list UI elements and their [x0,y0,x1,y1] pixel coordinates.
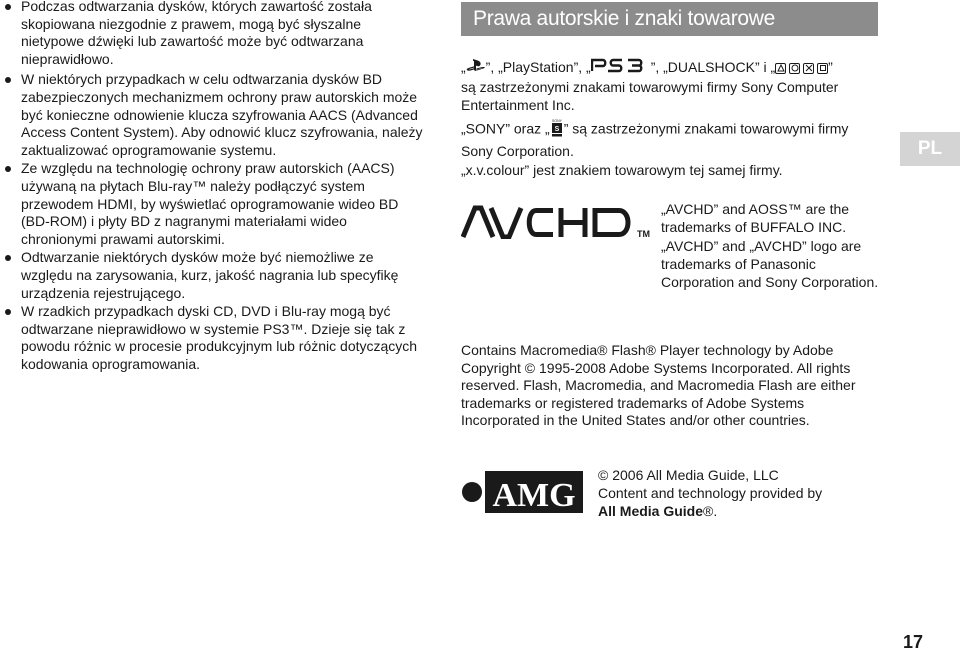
bullet-item [4,71,424,159]
svg-text:S: S [554,126,560,134]
page-number: 17 [903,632,924,652]
quote-close: ” [828,59,833,75]
bullet-item [4,303,424,373]
bullet-text: W niektórych przypadkach w celu odtwarzania dysków BD zabezpieczonych mechanizmem ochrony praw autorskich może być konieczne odnowienie klucza szyfrowania AACS (Advanced Access Content System). Aby odnowić klucz szyfrowania, należy zaktualizować oprogramowanie systemu. [21,71,423,158]
playstation-trademark-owner: są zastrzeżonymi znakami towarowymi firmy Sony Computer Entertainment Inc. [461,79,839,114]
bullet-item [4,160,424,248]
square-icon [817,63,828,74]
amg-logo-text: AMG [492,477,576,514]
amg-credit [598,466,822,520]
bullet-dot-icon [5,309,11,315]
section-heading: Prawa autorskie i znaki towarowe [461,2,878,36]
avchd-block [461,200,881,320]
amg-content-line: Content and technology provided by [598,485,823,501]
bullet-dot-icon [5,4,11,10]
cross-icon [803,63,814,74]
bullet-text: W rzadkich przypadkach dyski CD, DVD i Blu-ray mogą być odtwarzane nieprawidłowo w systemie PS3™. Dzieje się tak z powodu różnic w procesie produkcyjnym lub różnic dotyczących kodowania oprogramowania. [21,303,418,372]
sony-trademark-text: ” są zastrzeżonymi znakami towarowymi firmy Sony Corporation. [461,121,849,160]
bullet-dot-icon [5,255,11,261]
sony-text: „SONY” oraz „ [461,121,550,137]
playstation-trademark [461,58,881,114]
avchd-logo [461,205,651,244]
svg-text:SONY: SONY [551,119,562,124]
avchd-buffalo-line: „AVCHD” and AOSS™ are the trademarks of BUFFALO INC. [661,201,850,235]
ps3-logo-icon [591,58,651,78]
avchd-panasonic-line: „AVCHD” and „AVCHD” logo are trademarks of Panasonic Corporation and Sony Corporation. [661,238,879,290]
bullet-text: Podczas odtwarzania dysków, których zawartość została skopiowana niezgodnie z prawem, mogą być słyszalne nietypowe dźwięki lub zawartość może być odtwarzana nieprawidłowo. [21,0,372,67]
amg-copyright: © 2006 All Media Guide, LLC [598,467,779,483]
left-column [4,0,424,374]
bullet-dot-icon [5,77,11,83]
quote-open: „ [461,59,466,75]
language-tab: PL [900,132,960,166]
circle-icon [789,63,800,74]
xvcolour-trademark: „x.v.colour” jest znakiem towarowym tej samej firmy. [461,162,783,179]
playstation-logo-icon [466,58,486,78]
amg-brand-line: All Media Guide®. [598,503,718,519]
bullet-dot-icon [5,166,11,172]
controller-button-icons [775,63,828,74]
avchd-trademark-text [661,200,881,291]
avchd-tm: TM [637,229,650,239]
sony-trademark [461,118,881,160]
bullet-item [4,249,424,302]
playstation-text: ”, „PlayStation”, „ [485,59,591,75]
bullet-text: Odtwarzanie niektórych dysków może być niemożliwe ze względu na zarysowania, kurz, jakość nagrania lub specyfikę urządzenia rejestrującego. [21,249,399,301]
bullet-item [4,0,424,68]
amg-block [461,466,881,526]
amg-logo [461,469,585,520]
bullet-text: Ze względu na technologię ochrony praw autorskich (AACS) używaną na płytach Blu-ray™ należy podłączyć system przewodem HDMI, by wyświetlać oprogramowanie wideo BD (BD-ROM) i płyty BD z nagranymi materiałami wideo chronionymi prawami autorskimi. [21,160,399,247]
triangle-icon [775,63,786,74]
sony-seal-icon [550,118,564,142]
trademark-section [461,58,881,179]
macromedia-notice: Contains Macromedia® Flash® Player technology by Adobe Copyright © 1995-2008 Adobe Systems Incorporated. All rights reserved. Flash, Macromedia, and Macromedia Flash are either trademarks or registered trademarks of Adobe Systems Incorporated in the United States and/or other countries. [461,342,856,428]
dualshock-text: ”, „DUALSHOCK” i „ [650,59,776,75]
